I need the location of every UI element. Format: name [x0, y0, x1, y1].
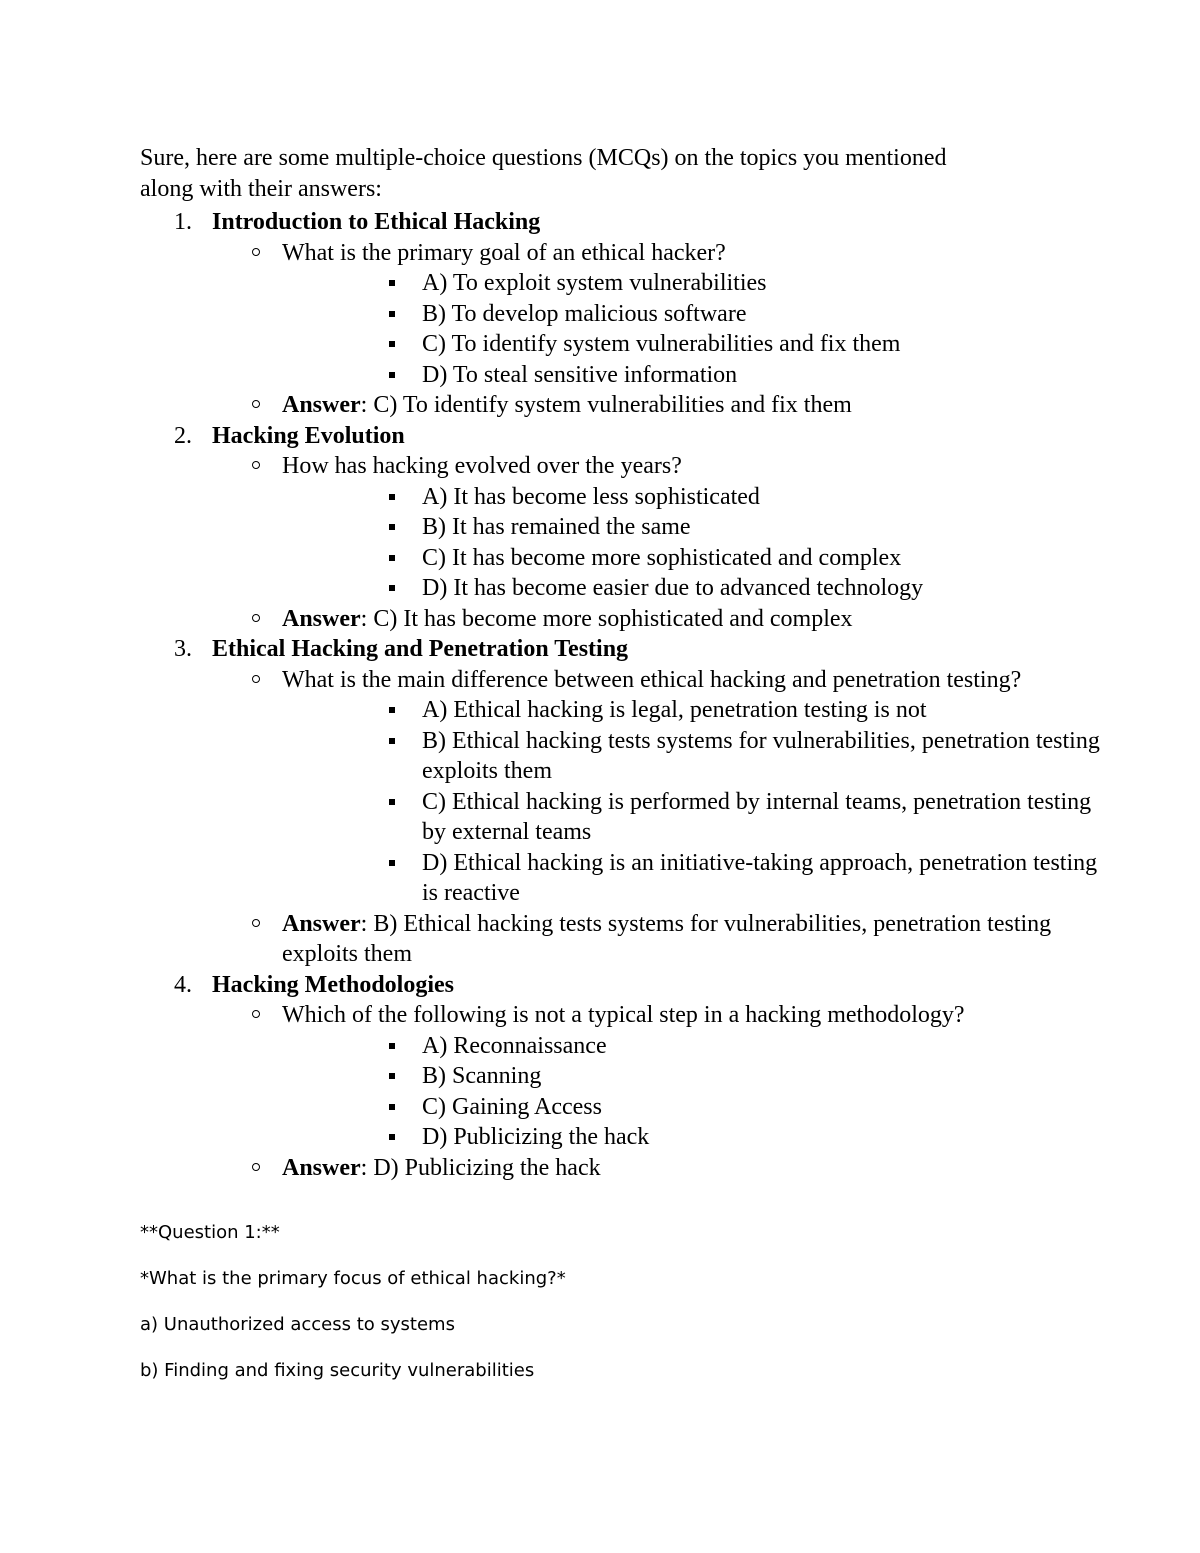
square-bullet-icon [389, 1073, 395, 1079]
circle-bullet-icon [252, 614, 260, 622]
circle-bullet-icon [252, 1163, 260, 1171]
option-b-text: b) Finding and fixing security vulnerabilities [140, 1360, 535, 1381]
topic-list [140, 207, 1100, 1183]
answer-label: Answer [282, 605, 361, 632]
topic-item [140, 970, 1100, 1184]
question-list [212, 238, 1100, 421]
question-list [212, 451, 1100, 634]
question-list [212, 1000, 1100, 1183]
circle-bullet-icon [252, 248, 260, 256]
option-item [282, 1092, 1100, 1123]
option-list [282, 1031, 1100, 1153]
topic-title: Hacking Methodologies [212, 971, 455, 998]
question-item [212, 665, 1100, 909]
option-text: B) Scanning [422, 1063, 542, 1089]
option-item [282, 512, 1100, 543]
square-bullet-icon [389, 799, 395, 805]
option-item [282, 482, 1100, 513]
square-bullet-icon [389, 280, 395, 286]
option-item [282, 329, 1100, 360]
topic-number: 1. [174, 209, 192, 235]
square-bullet-icon [389, 494, 395, 500]
topic-number: 4. [174, 971, 192, 998]
option-item [282, 1122, 1100, 1153]
option-item [282, 299, 1100, 330]
square-bullet-icon [389, 555, 395, 561]
answer-text: : D) Publicizing the hack [360, 1154, 601, 1181]
topic-title: Ethical Hacking and Penetration Testing [212, 636, 629, 662]
option-text: A) To exploit system vulnerabilities [422, 270, 767, 296]
topic-item [140, 207, 1100, 421]
square-bullet-icon [389, 860, 395, 866]
square-bullet-icon [389, 707, 395, 713]
square-bullet-icon [389, 1134, 395, 1140]
circle-bullet-icon [252, 1010, 260, 1018]
option-text: B) To develop malicious software [422, 300, 747, 327]
answer-label: Answer [282, 1154, 361, 1181]
topic-item [140, 421, 1100, 635]
answer-item [212, 1153, 1100, 1184]
question-heading: **Question 1:** [140, 1222, 280, 1243]
trailing-question-block [140, 1221, 566, 1405]
option-text: D) It has become easier due to advanced technology [422, 575, 924, 601]
question-text: Which of the following is not a typical step in a hacking methodology? [282, 1002, 965, 1028]
option-item [282, 695, 1100, 726]
option-item [282, 360, 1100, 391]
topic-item [140, 634, 1100, 970]
option-text: A) Reconnaissance [422, 1032, 607, 1059]
option-item [282, 573, 1100, 604]
square-bullet-icon [389, 1043, 395, 1049]
answer-label: Answer [282, 910, 361, 937]
intro-line-2: along with their answers: [140, 175, 382, 202]
question-text: What is the main difference between ethical hacking and penetration testing? [282, 666, 1022, 693]
answer-item [212, 390, 1100, 421]
option-text: C) To identify system vulnerabilities and fix them [422, 331, 901, 357]
option-item [282, 543, 1100, 574]
option-item [282, 787, 1100, 848]
option-text: D) Ethical hacking is an initiative-taking approach, penetration testing is reactive [422, 849, 1098, 906]
answer-item [212, 604, 1100, 635]
answer-text: : C) It has become more sophisticated and complex [360, 605, 853, 632]
option-text: C) Ethical hacking is performed by internal teams, penetration testing by external teams [422, 788, 1092, 845]
option-item [282, 268, 1100, 299]
square-bullet-icon [389, 524, 395, 530]
option-item [282, 848, 1100, 909]
question-item [212, 451, 1100, 604]
topic-title: Introduction to Ethical Hacking [212, 209, 541, 235]
square-bullet-icon [389, 585, 395, 591]
option-text: C) It has become more sophisticated and complex [422, 544, 902, 571]
intro-paragraph [140, 143, 1080, 204]
circle-bullet-icon [252, 919, 260, 927]
question-text: How has hacking evolved over the years? [282, 453, 682, 479]
option-text: A) It has become less sophisticated [422, 483, 760, 510]
question-list [212, 665, 1100, 970]
option-list [282, 268, 1100, 390]
question-text: *What is the primary focus of ethical hacking?* [140, 1268, 566, 1289]
option-item [282, 1031, 1100, 1062]
option-list [282, 695, 1100, 909]
option-text: B) It has remained the same [422, 514, 691, 540]
option-text: D) Publicizing the hack [422, 1124, 650, 1150]
topic-number: 2. [174, 422, 192, 449]
question-item [212, 238, 1100, 391]
circle-bullet-icon [252, 461, 260, 469]
option-item [282, 726, 1100, 787]
option-text: D) To steal sensitive information [422, 361, 738, 388]
square-bullet-icon [389, 311, 395, 317]
square-bullet-icon [389, 738, 395, 744]
intro-line-1: Sure, here are some multiple-choice questions (MCQs) on the topics you mentioned [140, 145, 947, 171]
square-bullet-icon [389, 341, 395, 347]
option-text: C) Gaining Access [422, 1093, 602, 1120]
topic-number: 3. [174, 636, 192, 662]
option-text: B) Ethical hacking tests systems for vulnerabilities, penetration testing exploits them [422, 727, 1100, 784]
answer-text: : C) To identify system vulnerabilities and fix them [360, 392, 852, 418]
question-text: What is the primary goal of an ethical hacker? [282, 239, 726, 266]
option-list [282, 482, 1100, 604]
answer-label: Answer [282, 392, 361, 418]
option-text: A) Ethical hacking is legal, penetration testing is not [422, 697, 927, 723]
square-bullet-icon [389, 372, 395, 378]
option-item [282, 1061, 1100, 1092]
answer-text: : B) Ethical hacking tests systems for vulnerabilities, penetration testing exploits them [282, 910, 1052, 967]
square-bullet-icon [389, 1104, 395, 1110]
topic-title: Hacking Evolution [212, 422, 405, 449]
circle-bullet-icon [252, 675, 260, 683]
option-a-text: a) Unauthorized access to systems [140, 1314, 455, 1335]
circle-bullet-icon [252, 400, 260, 408]
answer-item [212, 909, 1100, 970]
question-item [212, 1000, 1100, 1153]
